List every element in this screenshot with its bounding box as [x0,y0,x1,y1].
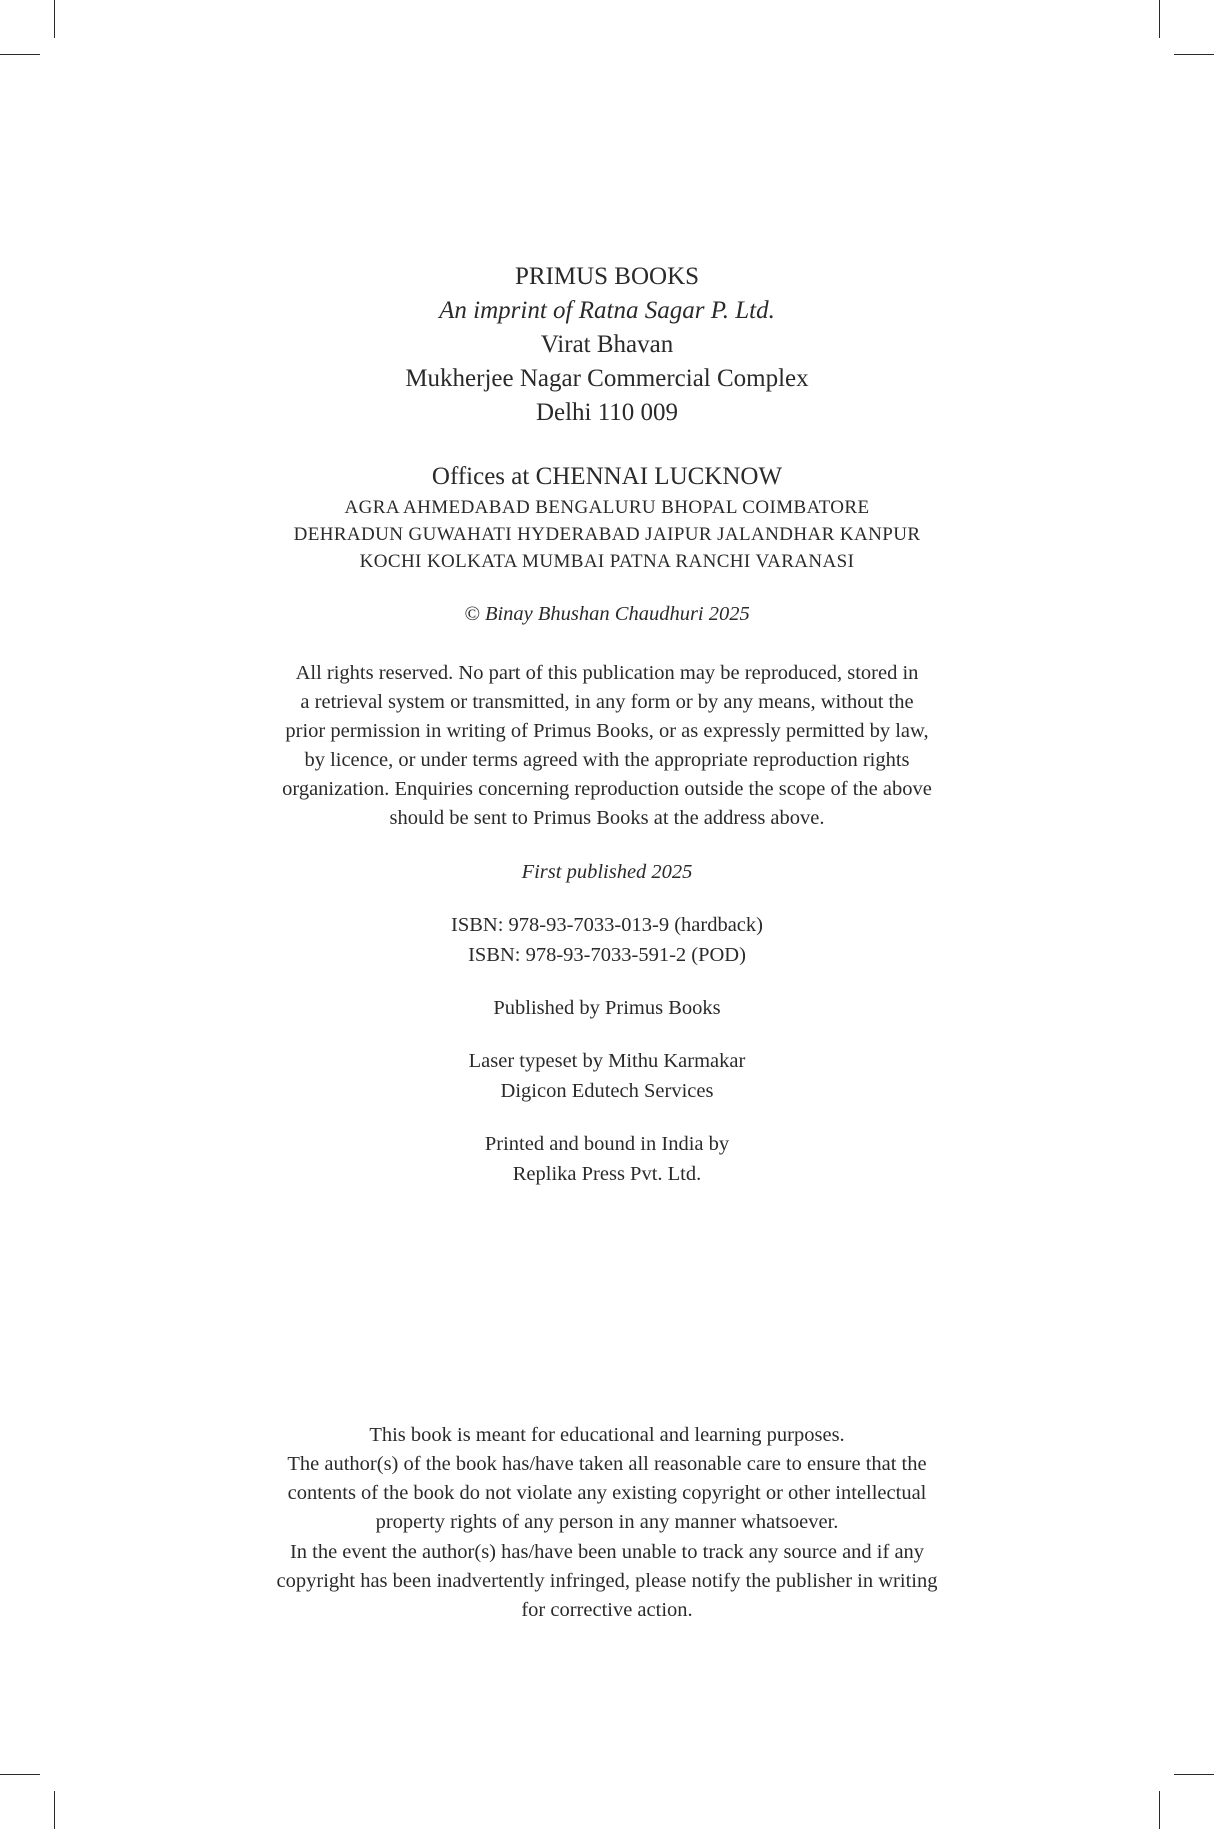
crop-mark-bottom-left [54,1791,55,1829]
disclaimer-line: contents of the book do not violate any existing copyright or other intellectual [287,1482,927,1504]
address-line: Delhi 110 009 [535,399,679,426]
disclaimer-line: The author(s) of the book has/have taken all reasonable care to ensure that the [287,1453,927,1475]
crop-mark-bottom-right [1159,1791,1160,1829]
address-line: Virat Bhavan [540,331,674,358]
publisher-name: PRIMUS BOOKS [514,263,700,290]
isbn-line: ISBN: 978-93-7033-013-9 (hardback) [451,914,763,936]
copyright-line: © Binay Bhushan Chaudhuri 2025 [464,603,750,625]
rights-line: by licence, or under terms agreed with the appropriate reproduction rights [304,749,910,771]
publisher-imprint: An imprint of Ratna Sagar P. Ltd. [439,297,775,324]
office-cities-line: DEHRADUN GUWAHATI HYDERABAD JAIPUR JALANDHAR KANPUR [293,524,921,545]
crop-mark-top-left-h [0,54,40,55]
rights-line: All rights reserved. No part of this publication may be reproduced, stored in [295,662,919,684]
disclaimer-line: This book is meant for educational and learning purposes. [369,1424,845,1446]
address-line: Mukherjee Nagar Commercial Complex [405,365,809,392]
crop-mark-top-right-h [1174,54,1214,55]
disclaimer-line: copyright has been inadvertently infringed, please notify the publisher in writing [276,1570,938,1592]
rights-line: organization. Enquiries concerning reproduction outside the scope of the above [282,778,932,800]
rights-line: should be sent to Primus Books at the address above. [389,807,825,829]
published-by: Published by Primus Books [493,997,721,1019]
printed-line: Replika Press Pvt. Ltd. [512,1163,702,1185]
rights-line: a retrieval system or transmitted, in any form or by any means, without the [300,691,914,713]
crop-mark-bottom-left-h [0,1774,40,1775]
crop-mark-top-right [1159,0,1160,38]
isbn-line: ISBN: 978-93-7033-591-2 (POD) [468,944,746,966]
typeset-line: Laser typeset by Mithu Karmakar [468,1050,746,1072]
printed-line: Printed and bound in India by [484,1133,730,1155]
office-cities-line: AGRA AHMEDABAD BENGALURU BHOPAL COIMBATORE [344,497,870,518]
crop-mark-bottom-right-h [1174,1774,1214,1775]
typeset-line: Digicon Edutech Services [500,1080,714,1102]
first-published: First published 2025 [521,861,693,883]
offices-heading: Offices at CHENNAI LUCKNOW [431,463,783,490]
disclaimer-line: property rights of any person in any manner whatsoever. [375,1511,839,1533]
office-cities-line: KOCHI KOLKATA MUMBAI PATNA RANCHI VARANASI [359,551,855,572]
crop-mark-top-left [54,0,55,38]
disclaimer-line: In the event the author(s) has/have been unable to track any source and if any [289,1541,925,1563]
rights-line: prior permission in writing of Primus Books, or as expressly permitted by law, [285,720,929,742]
disclaimer-line: for corrective action. [521,1599,693,1621]
